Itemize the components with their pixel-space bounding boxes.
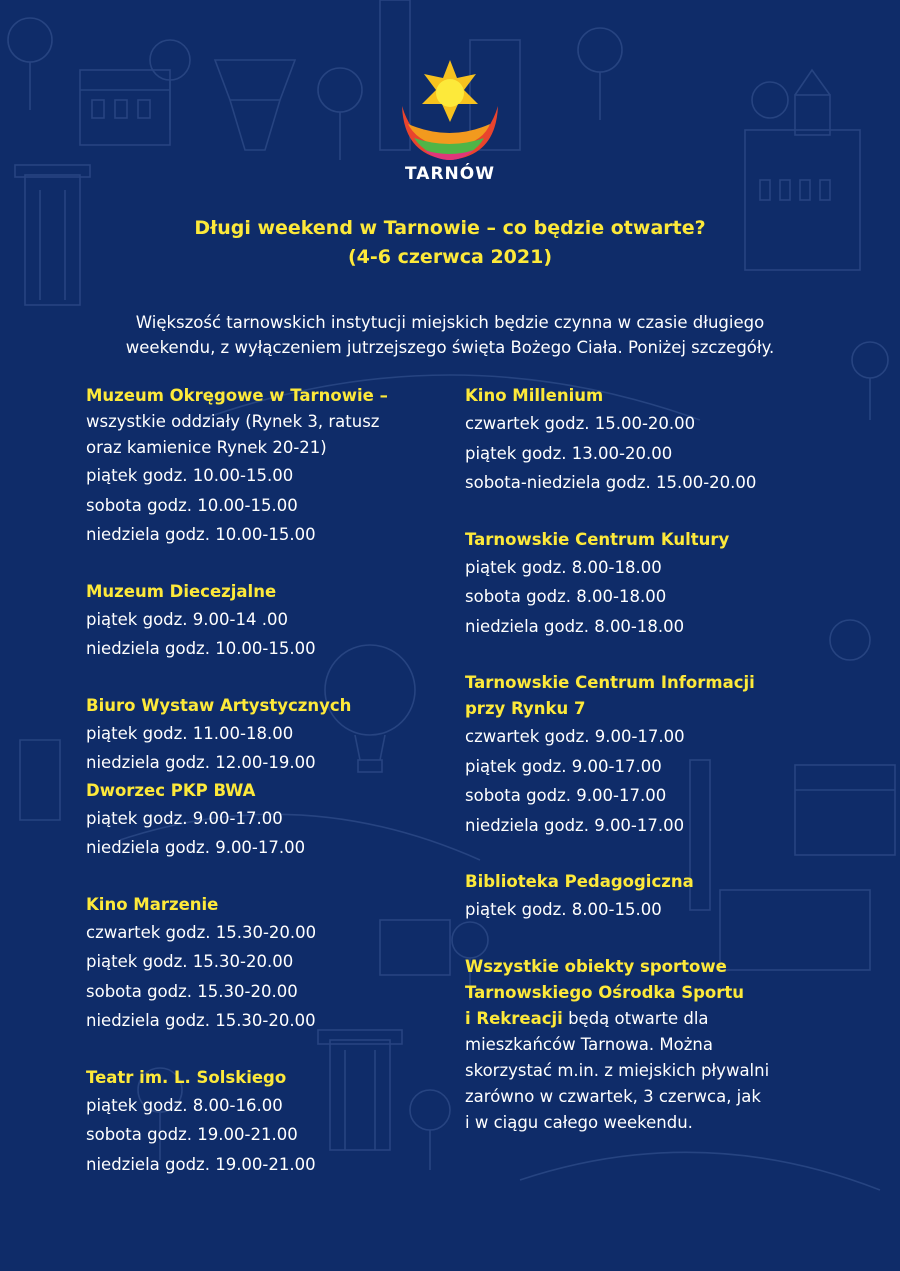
hours-line: niedziela godz. 10.00-15.00	[86, 639, 316, 658]
hours-line: piątek godz. 8.00-15.00	[465, 900, 662, 919]
institution-name: Wszystkie obiekty sportowe	[465, 956, 727, 976]
section-biblioteka	[465, 869, 805, 925]
sport-text-line: zarówno w czwartek, 3 czerwca, jak	[465, 1086, 761, 1106]
hours-line: sobota godz. 10.00-15.00	[86, 495, 298, 515]
section-sport	[465, 954, 805, 1136]
hours-line: czwartek godz. 15.30-20.00	[86, 922, 317, 942]
institution-name: Kino Millenium	[465, 386, 604, 405]
hours-line: niedziela godz. 9.00-17.00	[86, 838, 306, 857]
hours-line: piątek godz. 9.00-17.00	[86, 808, 283, 828]
section-dworzec-pkp	[86, 778, 426, 863]
intro-paragraph	[80, 310, 820, 360]
left-column	[86, 383, 426, 1208]
sport-text-line: i Rekreacji będą otwarte dla	[465, 1008, 709, 1028]
page-title	[0, 214, 900, 272]
hours-line: sobota godz. 8.00-18.00	[465, 587, 667, 606]
sport-text-line: mieszkańców Tarnowa. Można	[465, 1034, 713, 1054]
institution-name: Muzeum Okręgowe w Tarnowie –	[86, 386, 388, 405]
hours-line: niedziela godz. 10.00-15.00	[86, 525, 316, 544]
hours-line: czwartek godz. 15.00-20.00	[465, 414, 696, 433]
title-line-1: Długi weekend w Tarnowie – co będzie otwarte?	[194, 217, 706, 239]
institution-description: wszystkie oddziały (Rynek 3, ratusz	[86, 412, 380, 431]
hours-line: sobota godz. 15.30-20.00	[86, 981, 298, 1001]
logo-wordmark: TARNÓW	[405, 164, 495, 184]
title-line-2: (4-6 czerwca 2021)	[347, 246, 553, 268]
institution-name: i Rekreacji	[465, 1008, 563, 1028]
hours-line: piątek godz. 8.00-16.00	[86, 1095, 283, 1115]
hours-line: sobota godz. 9.00-17.00	[465, 786, 667, 805]
institution-name: Tarnowskie Centrum Informacji	[465, 673, 755, 692]
intro-line-2: weekendu, z wyłączeniem jutrzejszego święta Bożego Ciała. Poniżej szczegóły.	[125, 338, 775, 357]
hours-line: niedziela godz. 12.00-19.00	[86, 753, 316, 772]
institution-name: Biblioteka Pedagogiczna	[465, 872, 694, 891]
section-kino-millenium	[465, 383, 805, 498]
hours-line: niedziela godz. 8.00-18.00	[465, 616, 685, 636]
institution-name: Dworzec PKP BWA	[86, 780, 256, 800]
right-column	[465, 383, 805, 1165]
hours-line: piątek godz. 15.30-20.00	[86, 952, 294, 971]
section-kino-marzenie	[86, 892, 426, 1036]
section-tck	[465, 527, 805, 642]
hours-line: niedziela godz. 9.00-17.00	[465, 815, 685, 835]
section-muzeum-diecezjalne	[86, 579, 426, 664]
hours-line: czwartek godz. 9.00-17.00	[465, 727, 685, 746]
hours-line: sobota-niedziela godz. 15.00-20.00	[465, 473, 757, 492]
hours-line: piątek godz. 11.00-18.00	[86, 723, 294, 743]
section-bwa	[86, 693, 426, 778]
institution-description: oraz kamienice Rynek 20-21)	[86, 438, 327, 457]
hours-line: piątek godz. 13.00-20.00	[465, 443, 673, 463]
hours-line: sobota godz. 19.00-21.00	[86, 1125, 298, 1144]
section-muzeum-okregowe	[86, 383, 426, 550]
hours-line: piątek godz. 10.00-15.00	[86, 466, 294, 485]
institution-name: Teatr im. L. Solskiego	[86, 1067, 287, 1087]
section-teatr	[86, 1065, 426, 1180]
sun-icon	[422, 60, 478, 122]
sport-text-line: i w ciągu całego weekendu.	[465, 1112, 693, 1132]
section-tci	[465, 670, 805, 840]
hours-line: piątek godz. 8.00-18.00	[465, 557, 662, 577]
institution-name: Muzeum Diecezjalne	[86, 581, 277, 601]
intro-line-1: Większość tarnowskich instytucji miejskich będzie czynna w czasie długiego	[135, 313, 765, 332]
hours-line: niedziela godz. 15.30-20.00	[86, 1011, 316, 1030]
sport-text-line: skorzystać m.in. z miejskich pływalni	[465, 1060, 770, 1080]
institution-name: Tarnowskiego Ośrodka Sportu	[465, 982, 745, 1002]
institution-name: przy Rynku 7	[465, 699, 586, 718]
institution-name: Biuro Wystaw Artystycznych	[86, 695, 352, 715]
hours-line: piątek godz. 9.00-14 .00	[86, 609, 288, 629]
hours-line: piątek godz. 9.00-17.00	[465, 756, 662, 776]
hours-line: niedziela godz. 19.00-21.00	[86, 1154, 316, 1174]
institution-name: Kino Marzenie	[86, 894, 219, 914]
institution-name: Tarnowskie Centrum Kultury	[465, 529, 730, 549]
